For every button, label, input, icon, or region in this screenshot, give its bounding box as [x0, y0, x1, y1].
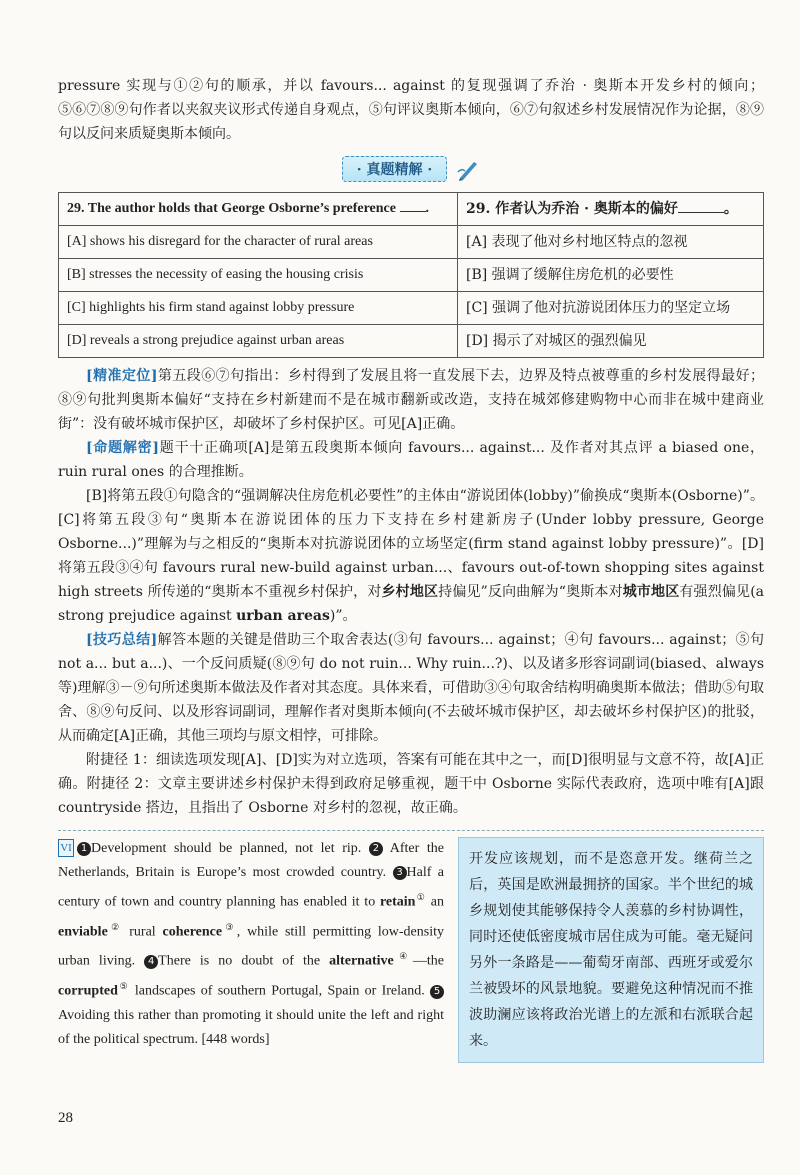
option-cn: [D] 揭示了对城区的强烈偏见	[458, 325, 764, 358]
passage-english: VI 1 Development should be planned, not let rip. 2 After the Netherlands, Britain is Europe’s most crowded country. 3 Half a century of town and country planning has enabled it to retain① an enviable② rural coherence③, while still permitting low-density urban living. 4 There is no doubt of the alternative④—the corrupted⑤ landscapes of southern Portugal, Spain or Ireland. 5Avoiding this rather than promoting it should unite the left and right of the political spectrum. [448 words]	[58, 841, 444, 1047]
passage-translation: 开发应该规划，而不是恣意开发。继荷兰之后，英国是欧洲最拥挤的国家。半个世纪的城乡规划使其能够保持令人羡慕的乡村协调性，同时还使低密度城市居住成为可能。毫无疑问另外一条路是——葡萄牙南部、西班牙或爱尔兰被毁坏的风景地貌。要避免这种情况而不推波助澜应该将政治光谱上的左派和右派联合起来。	[458, 837, 764, 1063]
page-number: 28	[58, 1110, 73, 1126]
question-stem-en: 29. The author holds that George Osborne’s preference .	[59, 193, 458, 226]
answer-blank-cn	[678, 200, 724, 213]
answer-blank	[400, 199, 426, 212]
option-row-d	[59, 325, 764, 358]
intro-paragraph: pressure 实现与①②句的顺承，并以 favours... against 的复现强调了乔治 · 奥斯本开发乡村的倾向；⑤⑥⑦⑧⑨句作者以夹叙夹议形式传递自身观点，⑤句评议奥斯本倾向，⑥⑦句叙述乡村发展情况作为论据，⑧⑨句以反问来质疑奥斯本倾向。	[58, 78, 764, 142]
section-header	[58, 156, 764, 182]
option-row-a	[59, 226, 764, 259]
question-stem-row	[59, 193, 764, 226]
divider	[58, 830, 764, 831]
pen-icon	[456, 158, 480, 182]
question-table	[58, 192, 764, 358]
tag-decode: [命题解密]	[86, 440, 160, 456]
question-stem-cn: 29. 作者认为乔治 · 奥斯本的偏好 。	[458, 193, 764, 226]
analysis-decode: [命题解密]题干十正确项[A]是第五段奥斯本倾向 favours... against... 及作者对其点评 a biased one，ruin rural ones 的合理推断。	[58, 440, 765, 480]
option-en: [C] highlights his firm stand against lobby pressure	[59, 292, 458, 325]
option-en: [D] reveals a strong prejudice against urban areas	[59, 325, 458, 358]
option-cn: [A] 表现了他对乡村地区特点的忽视	[458, 226, 764, 259]
paragraph-label: VI	[58, 839, 74, 857]
tag-summary: [技巧总结]	[86, 632, 158, 648]
analysis-distractors: [B]将第五段①句隐含的“强调解决住房危机必要性”的主体由“游说团体(lobby)”偷换成“奥斯本(Osborne)”。[C]将第五段③句“奥斯本在游说团体的压力下支持在乡村建新房子(Under lobby pressure, George Osborne...)”理解为与之相反的“奥斯本对抗游说团体的立场坚定(firm stand against lobby pressure)”。[D]将第五段③④句 favours rural new-build against urban...、favours out-of-town shopping sites against high streets 所传递的“奥斯本不重视乡村保护，对乡村地区持偏见”反向曲解为“奥斯本对城市地区有强烈偏见(a strong prejudice against urban areas)”。	[58, 488, 765, 624]
option-en: [A] shows his disregard for the character of rural areas	[59, 226, 458, 259]
option-cn: [B] 强调了缓解住房危机的必要性	[458, 259, 764, 292]
section-title: · 真题精解 ·	[342, 156, 448, 182]
analysis-summary: [技巧总结]解答本题的关键是借助三个取舍表达(③句 favours... against；④句 favours... against；⑤句 not a... but a...)、一个反问质疑(⑧⑨句 do not ruin... Why ruin...?)、以及诸多形容词副词(biased、always 等)理解③－⑨句所述奥斯本做法及作者对其态度。具体来看，可借助③④句取舍结构明确奥斯本做法；借助⑤句取舍、⑧⑨句反问、以及形容词副词，理解作者对奥斯本倾向(不去破坏城市保护区，却去破坏乡村保护区)的批驳，从而确定[A]正确，其他三项均与原文相悖，可排除。	[58, 632, 765, 744]
analysis-location: [精准定位]第五段⑥⑦句指出：乡村得到了发展且将一直发展下去，边界及特点被尊重的乡村发展得最好；⑧⑨句批判奥斯本偏好“支持在乡村新建而不是在城市翻新或改造，支持在城郊修建购物中心而非在城中建商业街”：没有破坏城市保护区，却破坏了乡村保护区。可见[A]正确。	[58, 368, 765, 432]
page-content	[58, 74, 764, 1063]
option-row-b	[59, 259, 764, 292]
tag-location: [精准定位]	[86, 368, 158, 384]
option-row-c	[59, 292, 764, 325]
analysis-shortcut: 附捷径 1：细读选项发现[A]、[D]实为对立选项，答案有可能在其中之一，而[D]很明显与文意不符，故[A]正确。附捷径 2：文章主要讲述乡村保护未得到政府足够重视，题干中 Osborne 实际代表政府，选项中唯有[A]跟 countryside 搭边，且指出了 Osborne 对乡村的忽视，故正确。	[58, 752, 764, 816]
passage-section	[58, 837, 764, 1063]
option-cn: [C] 强调了他对抗游说团体压力的坚定立场	[458, 292, 764, 325]
option-en: [B] stresses the necessity of easing the housing crisis	[59, 259, 458, 292]
